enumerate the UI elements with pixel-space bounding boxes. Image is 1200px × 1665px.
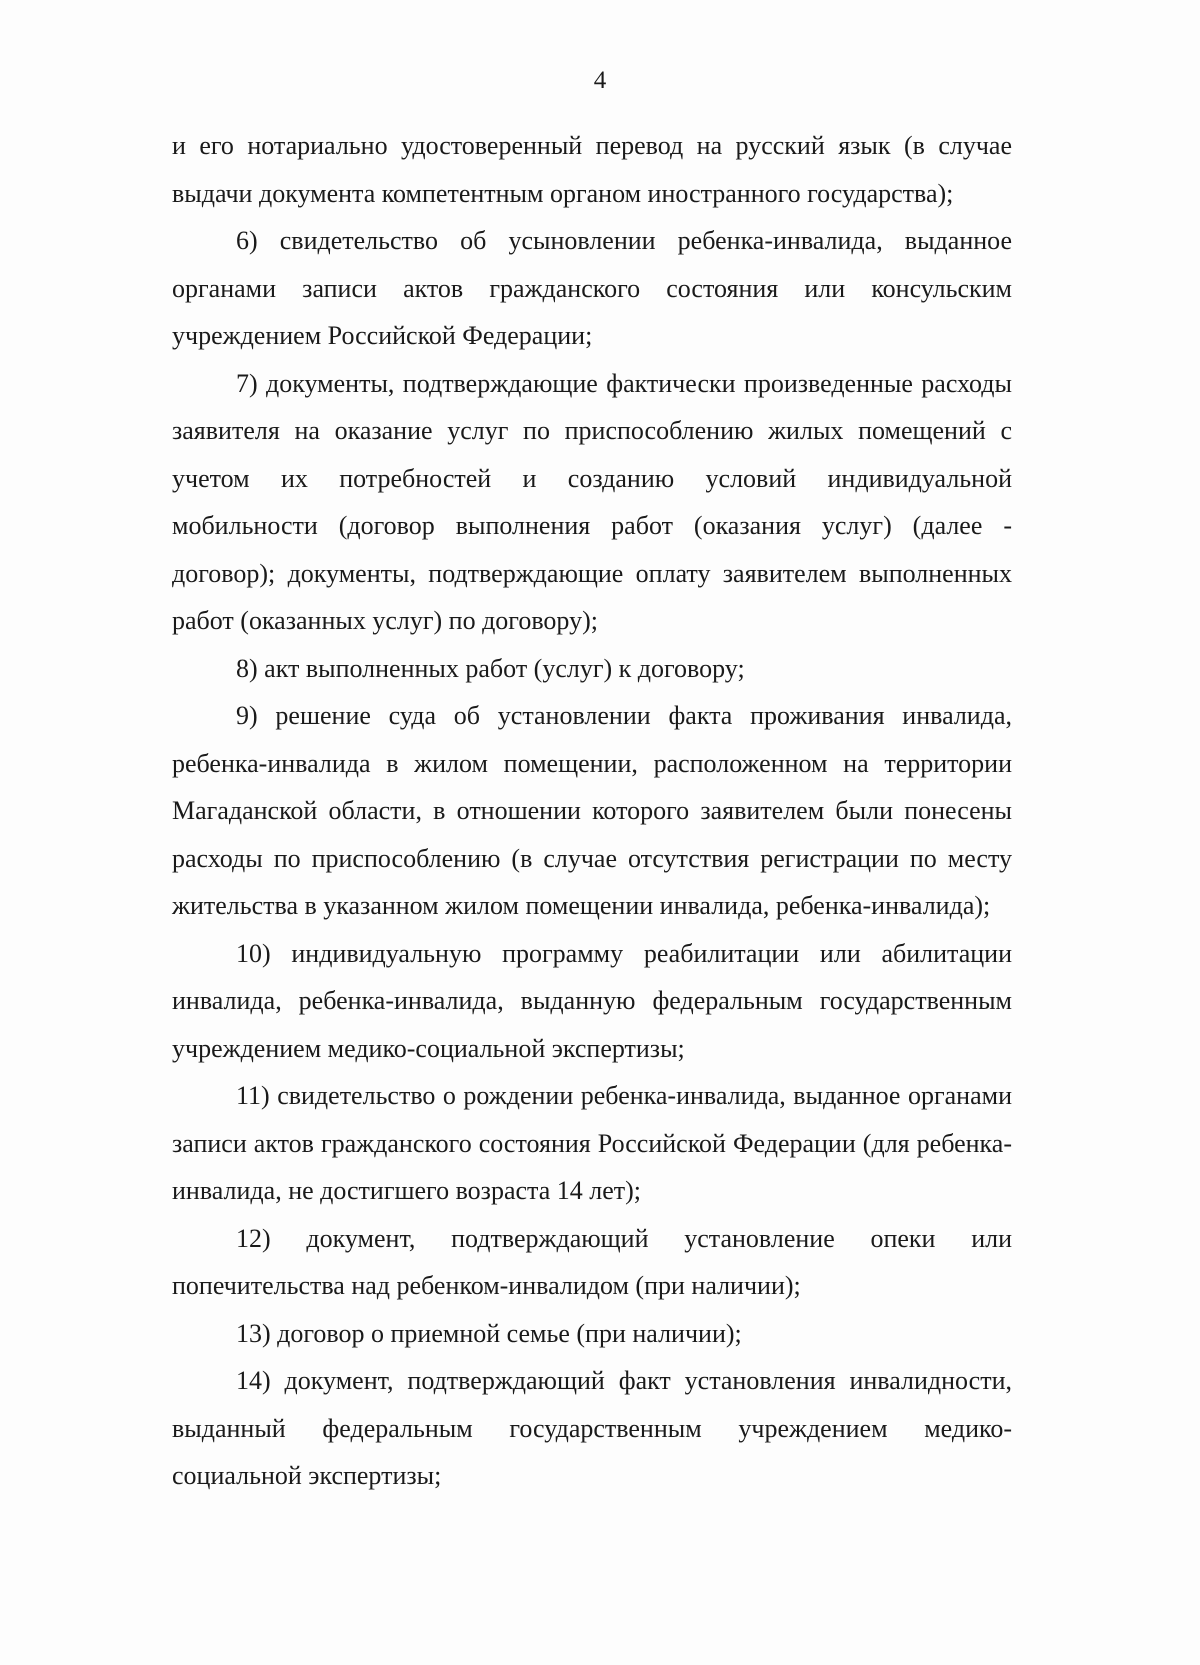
list-item-10: 10) индивидуальную программу реабилитации или абилитации инвалида, ребенка-инвалида, выданную федеральным государственным учреждением медико-социальной экспертизы; <box>172 938 1012 1063</box>
list-item-8: 8) акт выполненных работ (услуг) к договору; <box>236 653 745 683</box>
page-number: 4 <box>593 67 607 94</box>
list-item-9: 9) решение суда об установлении факта проживания инвалида, ребенка-инвалида в жилом помещении, расположенном на территории Магаданской области, в отношении которого заявителем были понесены расходы по приспособлению (в случае отсутствия регистрации по месту жительства в указанном жилом помещении инвалида, ребенка-инвалида); <box>172 701 1012 920</box>
list-item-14: 14) документ, подтверждающий факт установления инвалидности, выданный федеральным государственным учреждением медико-социальной экспертизы; <box>172 1366 1012 1490</box>
list-item-7: 7) документы, подтверждающие фактически произведенные расходы заявителя на оказание услуг по приспособлению жилых помещений с учетом их потребностей и созданию условий индивидуальной мобильности (договор выполнения работ (оказания услуг) (далее - договор); документы, подтверждающие оплату заявителем выполненных работ (оказанных услуг) по договору); <box>172 368 1012 635</box>
paragraph-continuation: и его нотариально удостоверенный перевод на русский язык (в случае выдачи документа компетентным органом иностранного государства); <box>172 131 1012 208</box>
list-item-12: 12) документ, подтверждающий установление опеки или попечительства над ребенком-инвалидом (при наличии); <box>172 1223 1012 1300</box>
list-item-13: 13) договор о приемной семье (при наличии); <box>236 1318 742 1348</box>
document-body <box>172 122 1012 1500</box>
list-item-6: 6) свидетельство об усыновлении ребенка-инвалида, выданное органами записи актов гражданского состояния или консульским учреждением Российской Федерации; <box>172 226 1012 350</box>
list-item-11: 11) свидетельство о рождении ребенка-инвалида, выданное органами записи актов гражданского состояния Российской Федерации (для ребенка-инвалида, не достигшего возраста 14 лет); <box>172 1081 1012 1205</box>
